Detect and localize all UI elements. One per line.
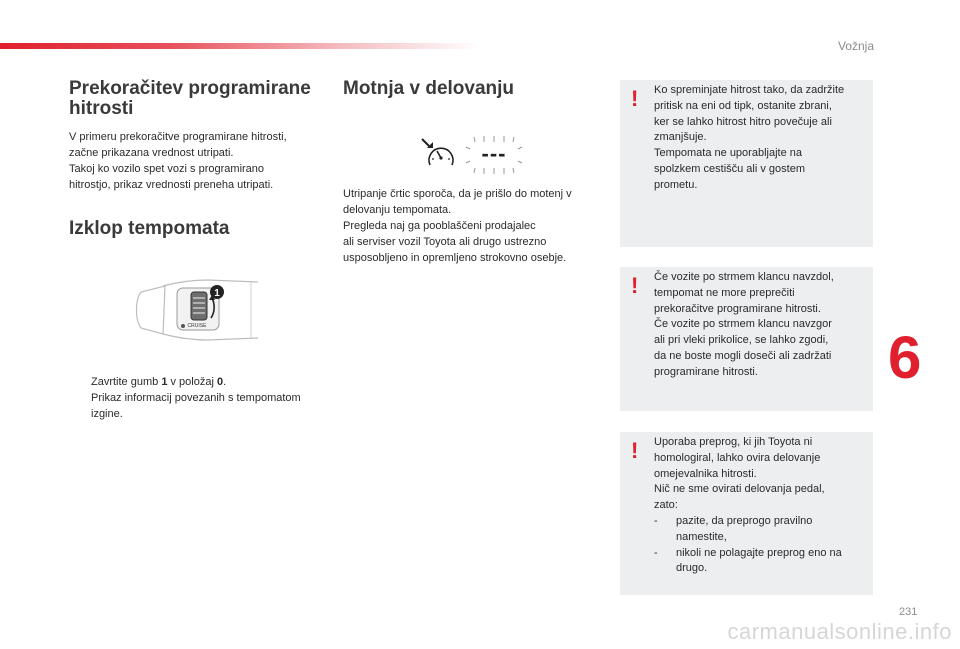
text-line: ali serviser vozil Toyota ali drugo ustrezno xyxy=(343,236,547,248)
dash-mark: - xyxy=(654,546,658,559)
dash-mark: - xyxy=(654,514,658,527)
dash-item-text xyxy=(676,514,868,546)
text-line: hitrostjo, prikaz vrednosti preneha utripati. xyxy=(69,179,274,191)
text-line: prometu. xyxy=(654,178,698,191)
text-line: Utripanje črtic sporoča, da je prišlo do motenj v xyxy=(343,188,572,200)
dash-list-item xyxy=(654,546,868,578)
text-line: prekoračitve programirane hitrosti. xyxy=(654,302,821,315)
paragraph-malfunction xyxy=(343,186,605,266)
dash-list-item xyxy=(654,514,868,546)
text-line: tempomat ne more preprečiti xyxy=(654,286,795,299)
section-title: Vožnja xyxy=(837,39,874,53)
heading-line: hitrosti xyxy=(69,98,134,119)
text-line: Takoj ko vozilo spet vozi s programirano xyxy=(69,163,265,175)
speedometer-dashes-warning-icon xyxy=(418,133,528,177)
text-line: Ko spreminjate hitrost tako, da zadržite xyxy=(654,84,845,96)
text-line: drugo. xyxy=(676,562,708,575)
text-line: izgine. xyxy=(91,408,123,420)
heading-malfunction: Motnja v delovanju xyxy=(343,78,515,99)
text-line: namestite, xyxy=(676,530,727,543)
note-text xyxy=(654,435,868,577)
chapter-number: 6 xyxy=(888,324,922,391)
text-run-bold: 0 xyxy=(216,376,224,388)
text-line: omejevalnika hitrosti. xyxy=(654,467,757,480)
text-line: zato: xyxy=(654,499,678,512)
text-line: Tempomata ne uporabljajte na xyxy=(654,147,802,160)
text-line: Prikaz informacij povezanih s tempomatom xyxy=(91,392,301,404)
text-line: usposobljeno in opremljeno strokovno osebje. xyxy=(343,252,567,264)
warning-icon: ! xyxy=(631,438,639,463)
callout-number: 1 xyxy=(214,288,220,299)
text-line: začne prikazana vrednost utripati. xyxy=(69,147,234,159)
text-line: Če vozite po strmem klancu navzgor xyxy=(654,318,832,331)
text-run: v položaj xyxy=(167,376,217,388)
text-line: delovanju tempomata. xyxy=(343,204,452,216)
bullet-icon xyxy=(69,374,91,390)
text-line: programirane hitrosti. xyxy=(654,365,758,378)
bullet-cruise-off xyxy=(69,374,337,422)
note-text xyxy=(654,83,868,194)
header-accent-bar xyxy=(0,43,480,49)
warning-note-steep-slope xyxy=(620,267,873,411)
text-line: spolzkem cestišču ali v gostem xyxy=(654,162,805,175)
heading-speed-exceeded xyxy=(69,79,329,119)
text-line: V primeru prekoračitve programirane hitrosti, xyxy=(69,131,287,143)
warning-icon: ! xyxy=(631,86,639,111)
watermark: carmanualsonline.info xyxy=(727,619,952,644)
warning-icon: ! xyxy=(631,273,639,298)
text-line: Pregleda naj ga pooblaščeni prodajalec xyxy=(343,220,536,232)
text-line: da ne boste mogli doseči ali zadržati xyxy=(654,349,832,362)
page-number: 231 xyxy=(899,606,918,618)
text-line: pazite, da preprogo pravilno xyxy=(676,514,813,527)
text-line: nikoli ne polagajte preprog eno na xyxy=(676,546,842,559)
text-line: ali pri vleki prikolice, se lahko zgodi, xyxy=(654,334,829,347)
heading-line: Prekoračitev programirane xyxy=(69,78,311,99)
paragraph-speed-exceeded xyxy=(69,129,329,193)
text-line: pritisk na eni od tipk, ostanite zbrani, xyxy=(654,99,832,112)
warning-note-floor-mats xyxy=(620,432,873,595)
text-line: zmanjšuje. xyxy=(654,131,707,144)
text-line: Nič ne sme ovirati delovanja pedal, xyxy=(654,483,825,496)
heading-cruise-off: Izklop tempomata xyxy=(69,218,230,239)
text-line: Uporaba preprog, ki jih Toyota ni xyxy=(654,436,813,448)
text-line: ker se lahko hitrost hitro povečuje ali xyxy=(654,115,832,128)
text-run-bold: 1 xyxy=(161,376,168,388)
dash-item-text xyxy=(676,546,868,578)
text-line: Če vozite po strmem klancu navzdol, xyxy=(654,271,834,283)
cruise-control-stalk-illustration xyxy=(133,274,263,346)
dashes-display: --- xyxy=(481,141,507,166)
warning-note-speed-change xyxy=(620,80,873,247)
note-text xyxy=(654,270,868,381)
switch-label: CRUISE xyxy=(187,323,207,329)
bullet-text xyxy=(91,374,226,390)
text-run: . xyxy=(223,376,227,388)
text-line: homologiral, lahko ovira delovanje xyxy=(654,451,821,464)
text-run: Zavrtite gumb xyxy=(91,376,162,388)
